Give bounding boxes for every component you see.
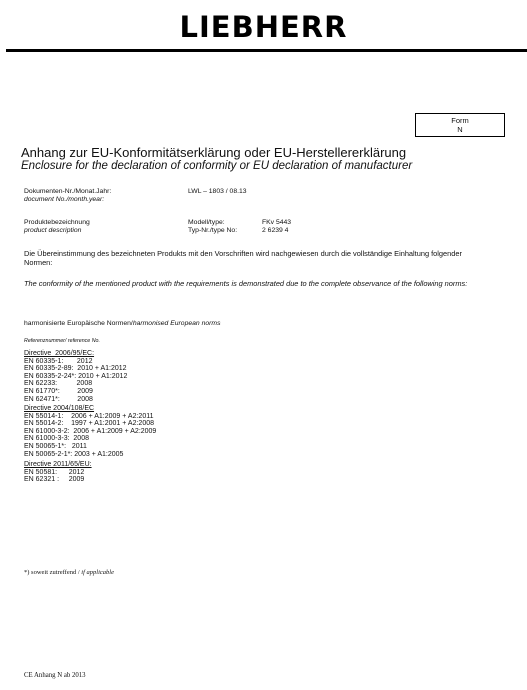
directive-title: Directive 2011/65/EU: (24, 461, 92, 468)
model-value: FKv 5443 (262, 219, 292, 226)
directive-block-3 (24, 461, 92, 484)
norm-line: EN 60335-1: 2012 (24, 357, 93, 365)
norm-line: EN 61770*: 2009 (24, 387, 93, 395)
form-box (415, 113, 505, 137)
norm-line: EN 50065-2-1*: 2003 + A1:2005 (24, 450, 124, 458)
footnote-de: *) soweit zutreffend / (24, 569, 82, 576)
doc-label-de: Dokumenten-Nr./Monat.Jahr: (24, 188, 112, 195)
harmonised-norms (24, 320, 220, 328)
type-value: 2 6239 4 (262, 227, 289, 234)
directive-title: Directive 2006/95/EC: (24, 350, 95, 357)
model-label: Modell/type: (188, 219, 225, 226)
norm-line: EN 60335-2-24*: 2010 + A1:2012 (24, 372, 128, 380)
norm-line: EN 62471*: 2008 (24, 395, 93, 403)
form-letter: N (457, 125, 463, 134)
statement-english: The conformity of the mentioned product with the requirements is demonstrated due to the complete observance of the following norms: (24, 279, 468, 288)
norm-line: EN 62321 : 2009 (24, 476, 85, 484)
product-label-en: product description (24, 227, 82, 234)
norm-line: EN 60335-2-89: 2010 + A1:2012 (24, 365, 127, 373)
directive-block-1 (24, 350, 127, 403)
directive-block-2 (24, 405, 156, 458)
product-label-de: Produktebezeichnung (24, 219, 90, 226)
company-logo: LIEBHERR (179, 10, 348, 44)
title-english: Enclosure for the declaration of conformity or EU declaration of manufacturer (21, 160, 413, 172)
norm-line: EN 61000-3-2: 2006 + A1:2009 + A2:2009 (24, 427, 157, 435)
type-label: Typ-Nr./type No: (188, 227, 238, 234)
norm-line: EN 50065-1*: 2011 (24, 442, 87, 450)
norm-line: EN 55014-1: 2006 + A1:2009 + A2:2011 (24, 412, 154, 420)
reference-label: Referenznummer/ reference No. (24, 338, 100, 344)
norm-line: EN 55014-2: 1997 + A1:2001 + A2:2008 (24, 420, 154, 428)
norm-line: EN 50581: 2012 (24, 468, 85, 476)
form-label: Form (451, 116, 469, 125)
norm-line: EN 62233: 2008 (24, 380, 93, 388)
doc-label-en: document No./month.year: (24, 196, 105, 203)
statement-german: Die Übereinstimmung des bezeichneten Produkts mit den Vorschriften wird nachgewiesen durch die vollständige Einhaltung folgender Normen: (24, 249, 462, 267)
header-rule (6, 49, 527, 52)
directive-title: Directive 2004/108/EC (24, 405, 95, 412)
page-footer: CE Anhang N ab 2013 (24, 672, 86, 679)
doc-number: LWL – 1803 / 08.13 (188, 188, 247, 195)
norm-line: EN 61000-3-3: 2008 (24, 435, 89, 443)
harmonised-de: harmonisierte Europäische Normen/ (24, 320, 133, 327)
title-german: Anhang zur EU-Konformitätserklärung oder EU-Herstellererklärung (21, 145, 407, 160)
harmonised-en: harmonised European norms (132, 320, 221, 327)
footnote (24, 569, 114, 576)
footnote-en: if applicable (81, 569, 114, 576)
